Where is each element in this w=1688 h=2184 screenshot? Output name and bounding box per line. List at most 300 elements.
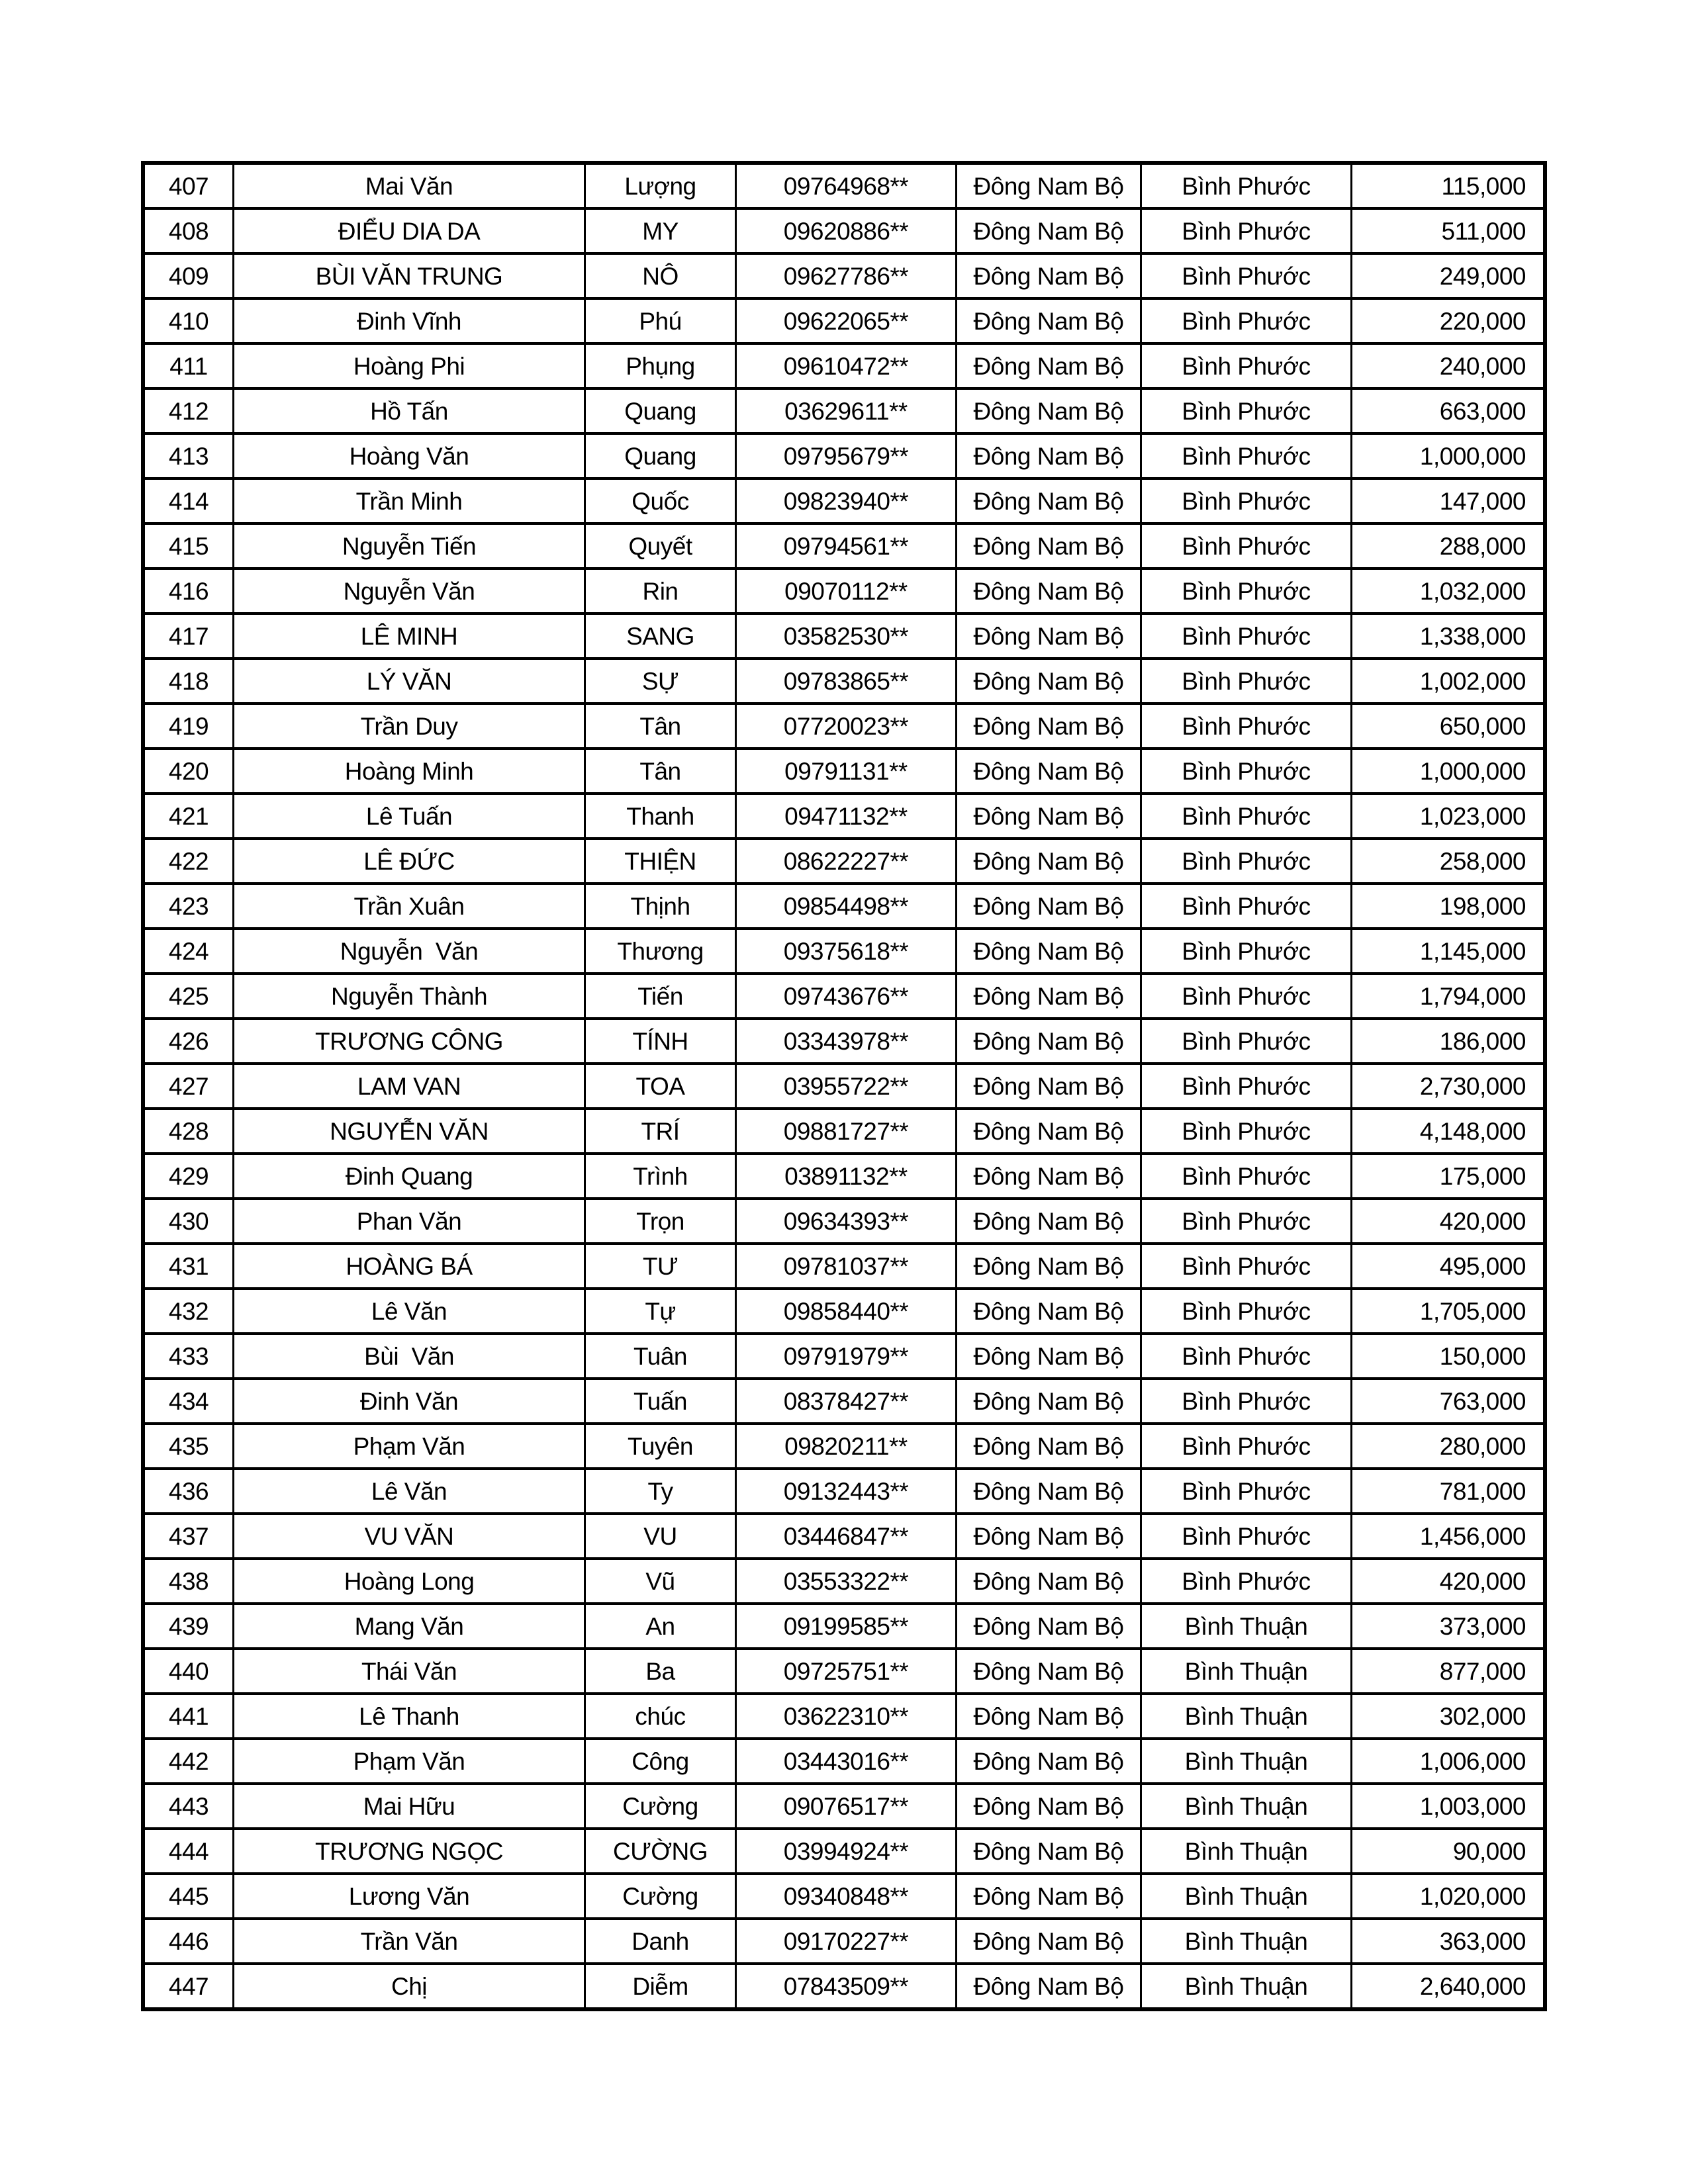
cell-first-middle-name: LÊ ĐỨC — [234, 840, 586, 882]
cell-stt: 415 — [145, 525, 234, 567]
cell-province: Bình Phước — [1142, 210, 1352, 252]
cell-amount: 288,000 — [1439, 532, 1526, 560]
cell-province: Bình Phước — [1142, 1290, 1352, 1332]
cell-province: Bình Phước — [1142, 1470, 1352, 1512]
cell-phone-number: 09199585** — [737, 1605, 957, 1647]
cell-stt: 422 — [145, 840, 234, 882]
cell-given-name: Quyết — [586, 525, 737, 567]
cell-given-name: Diễm — [586, 1965, 737, 2007]
table-row — [145, 435, 1543, 480]
table-row — [145, 705, 1543, 750]
cell-region: Đông Nam Bộ — [957, 930, 1142, 972]
cell-region: Đông Nam Bộ — [957, 885, 1142, 927]
cell-stt: 438 — [145, 1560, 234, 1602]
table-row — [145, 1515, 1543, 1560]
cell-region: Đông Nam Bộ — [957, 1200, 1142, 1242]
cell-phone-number: 09375618** — [737, 930, 957, 972]
table-row — [145, 1335, 1543, 1380]
table-row — [145, 885, 1543, 930]
cell-phone-number: 09791979** — [737, 1335, 957, 1377]
cell-stt: 409 — [145, 255, 234, 297]
cell-region: Đông Nam Bộ — [957, 390, 1142, 432]
cell-phone-number: 09725751** — [737, 1650, 957, 1692]
cell-amount: 1,338,000 — [1419, 622, 1526, 650]
cell-given-name: Lượng — [586, 165, 737, 207]
cell-amount: 302,000 — [1439, 1702, 1526, 1730]
cell-given-name: Công — [586, 1740, 737, 1782]
cell-first-middle-name: Đinh Văn — [234, 1380, 586, 1422]
cell-stt: 435 — [145, 1425, 234, 1467]
table-row — [145, 345, 1543, 390]
cell-amount: 240,000 — [1439, 352, 1526, 380]
table-row — [145, 300, 1543, 345]
cell-first-middle-name: Hoàng Văn — [234, 435, 586, 477]
cell-given-name: Cường — [586, 1785, 737, 1827]
cell-phone-number: 09783865** — [737, 660, 957, 702]
cell-province: Bình Phước — [1142, 1515, 1352, 1557]
cell-stt: 437 — [145, 1515, 234, 1557]
cell-given-name: TƯ — [586, 1245, 737, 1287]
cell-region: Đông Nam Bộ — [957, 615, 1142, 657]
cell-given-name: CƯỜNG — [586, 1830, 737, 1872]
cell-phone-number: 09627786** — [737, 255, 957, 297]
cell-phone-number: 09791131** — [737, 750, 957, 792]
cell-given-name: Thịnh — [586, 885, 737, 927]
cell-given-name: Vũ — [586, 1560, 737, 1602]
cell-province: Bình Phước — [1142, 1425, 1352, 1467]
cell-region: Đông Nam Bộ — [957, 570, 1142, 612]
cell-phone-number: 09881727** — [737, 1110, 957, 1152]
cell-region: Đông Nam Bộ — [957, 435, 1142, 477]
cell-first-middle-name: Hoàng Phi — [234, 345, 586, 387]
cell-province: Bình Thuận — [1142, 1785, 1352, 1827]
table-row — [145, 1200, 1543, 1245]
cell-amount: 363,000 — [1439, 1927, 1526, 1955]
cell-first-middle-name: Lê Tuấn — [234, 795, 586, 837]
cell-region: Đông Nam Bộ — [957, 300, 1142, 342]
cell-region: Đông Nam Bộ — [957, 1245, 1142, 1287]
cell-stt: 432 — [145, 1290, 234, 1332]
cell-region: Đông Nam Bộ — [957, 1110, 1142, 1152]
cell-first-middle-name: Nguyễn Văn — [234, 570, 586, 612]
cell-region: Đông Nam Bộ — [957, 1605, 1142, 1647]
cell-stt: 433 — [145, 1335, 234, 1377]
cell-amount: 249,000 — [1439, 262, 1526, 290]
cell-region: Đông Nam Bộ — [957, 480, 1142, 522]
cell-amount: 781,000 — [1439, 1477, 1526, 1505]
cell-phone-number: 03891132** — [737, 1155, 957, 1197]
cell-stt: 446 — [145, 1920, 234, 1962]
cell-amount: 1,794,000 — [1419, 982, 1526, 1010]
cell-phone-number: 07843509** — [737, 1965, 957, 2007]
cell-region: Đông Nam Bộ — [957, 1830, 1142, 1872]
cell-phone-number: 09854498** — [737, 885, 957, 927]
cell-phone-number: 09743676** — [737, 975, 957, 1017]
table-row — [145, 840, 1543, 885]
cell-given-name: Tuân — [586, 1335, 737, 1377]
cell-stt: 420 — [145, 750, 234, 792]
table-row — [145, 1695, 1543, 1740]
cell-region: Đông Nam Bộ — [957, 345, 1142, 387]
cell-province: Bình Thuận — [1142, 1740, 1352, 1782]
cell-province: Bình Phước — [1142, 1020, 1352, 1062]
cell-province: Bình Thuận — [1142, 1965, 1352, 2007]
table-row — [145, 660, 1543, 705]
cell-amount: 1,456,000 — [1419, 1522, 1526, 1550]
cell-province: Bình Phước — [1142, 1200, 1352, 1242]
table-row — [145, 615, 1543, 660]
cell-province: Bình Phước — [1142, 660, 1352, 702]
cell-given-name: Quốc — [586, 480, 737, 522]
cell-stt: 413 — [145, 435, 234, 477]
cell-first-middle-name: Lê Thanh — [234, 1695, 586, 1737]
cell-province: Bình Thuận — [1142, 1920, 1352, 1962]
cell-amount: 90,000 — [1452, 1837, 1526, 1865]
cell-stt: 424 — [145, 930, 234, 972]
cell-first-middle-name: Hoàng Minh — [234, 750, 586, 792]
cell-amount: 420,000 — [1439, 1567, 1526, 1595]
cell-phone-number: 07720023** — [737, 705, 957, 747]
cell-region: Đông Nam Bộ — [957, 1650, 1142, 1692]
cell-phone-number: 03994924** — [737, 1830, 957, 1872]
cell-region: Đông Nam Bộ — [957, 1785, 1142, 1827]
cell-province: Bình Phước — [1142, 750, 1352, 792]
table-row — [145, 1785, 1543, 1830]
cell-province: Bình Phước — [1142, 930, 1352, 972]
cell-stt: 443 — [145, 1785, 234, 1827]
cell-first-middle-name: Mang Văn — [234, 1605, 586, 1647]
cell-first-middle-name: TRƯƠNG CÔNG — [234, 1020, 586, 1062]
cell-province: Bình Phước — [1142, 1155, 1352, 1197]
table-row — [145, 525, 1543, 570]
cell-given-name: Quang — [586, 435, 737, 477]
cell-province: Bình Phước — [1142, 570, 1352, 612]
table-row — [145, 750, 1543, 795]
cell-given-name: MY — [586, 210, 737, 252]
cell-stt: 410 — [145, 300, 234, 342]
cell-phone-number: 09795679** — [737, 435, 957, 477]
table-row — [145, 570, 1543, 615]
cell-amount: 373,000 — [1439, 1612, 1526, 1640]
cell-phone-number: 09823940** — [737, 480, 957, 522]
cell-province: Bình Phước — [1142, 885, 1352, 927]
cell-stt: 416 — [145, 570, 234, 612]
cell-stt: 447 — [145, 1965, 234, 2007]
cell-stt: 430 — [145, 1200, 234, 1242]
cell-region: Đông Nam Bộ — [957, 750, 1142, 792]
cell-amount: 663,000 — [1439, 397, 1526, 425]
table-row — [145, 1740, 1543, 1785]
cell-phone-number: 09471132** — [737, 795, 957, 837]
cell-given-name: Tự — [586, 1290, 737, 1332]
cell-first-middle-name: Hoàng Long — [234, 1560, 586, 1602]
cell-region: Đông Nam Bộ — [957, 1875, 1142, 1917]
cell-stt: 423 — [145, 885, 234, 927]
cell-stt: 419 — [145, 705, 234, 747]
cell-phone-number: 03622310** — [737, 1695, 957, 1737]
cell-province: Bình Phước — [1142, 480, 1352, 522]
cell-given-name: THIỆN — [586, 840, 737, 882]
cell-region: Đông Nam Bộ — [957, 525, 1142, 567]
cell-given-name: Tuấn — [586, 1380, 737, 1422]
cell-first-middle-name: Nguyễn Tiến — [234, 525, 586, 567]
cell-province: Bình Phước — [1142, 1245, 1352, 1287]
cell-province: Bình Thuận — [1142, 1830, 1352, 1872]
cell-stt: 426 — [145, 1020, 234, 1062]
cell-stt: 408 — [145, 210, 234, 252]
cell-given-name: Ty — [586, 1470, 737, 1512]
cell-stt: 418 — [145, 660, 234, 702]
cell-province: Bình Thuận — [1142, 1650, 1352, 1692]
cell-province: Bình Phước — [1142, 525, 1352, 567]
cell-first-middle-name: Nguyễn Thành — [234, 975, 586, 1017]
cell-province: Bình Thuận — [1142, 1875, 1352, 1917]
cell-region: Đông Nam Bộ — [957, 1515, 1142, 1557]
table-row — [145, 1920, 1543, 1965]
cell-first-middle-name: Bùi Văn — [234, 1335, 586, 1377]
cell-stt: 436 — [145, 1470, 234, 1512]
cell-amount: 280,000 — [1439, 1432, 1526, 1460]
cell-first-middle-name: HOÀNG BÁ — [234, 1245, 586, 1287]
cell-amount: 1,705,000 — [1419, 1297, 1526, 1325]
cell-first-middle-name: LÊ MINH — [234, 615, 586, 657]
cell-province: Bình Phước — [1142, 840, 1352, 882]
cell-stt: 412 — [145, 390, 234, 432]
cell-amount: 1,003,000 — [1419, 1792, 1526, 1820]
cell-first-middle-name: Phạm Văn — [234, 1740, 586, 1782]
cell-phone-number: 03955722** — [737, 1065, 957, 1107]
cell-amount: 1,020,000 — [1419, 1882, 1526, 1910]
cell-phone-number: 09070112** — [737, 570, 957, 612]
cell-amount: 1,023,000 — [1419, 802, 1526, 830]
cell-first-middle-name: LÝ VĂN — [234, 660, 586, 702]
cell-given-name: Phú — [586, 300, 737, 342]
cell-first-middle-name: Lê Văn — [234, 1290, 586, 1332]
cell-given-name: Thanh — [586, 795, 737, 837]
cell-given-name: Danh — [586, 1920, 737, 1962]
cell-given-name: chúc — [586, 1695, 737, 1737]
cell-first-middle-name: Nguyễn Văn — [234, 930, 586, 972]
table-row — [145, 1290, 1543, 1335]
table-row — [145, 1470, 1543, 1515]
cell-amount: 258,000 — [1439, 847, 1526, 875]
cell-given-name: Quang — [586, 390, 737, 432]
cell-region: Đông Nam Bộ — [957, 1065, 1142, 1107]
cell-region: Đông Nam Bộ — [957, 795, 1142, 837]
cell-stt: 427 — [145, 1065, 234, 1107]
cell-province: Bình Phước — [1142, 1560, 1352, 1602]
cell-first-middle-name: Đinh Quang — [234, 1155, 586, 1197]
cell-amount: 220,000 — [1439, 307, 1526, 335]
cell-province: Bình Phước — [1142, 1065, 1352, 1107]
table-row — [145, 165, 1543, 210]
cell-first-middle-name: Trần Xuân — [234, 885, 586, 927]
cell-first-middle-name: LAM VAN — [234, 1065, 586, 1107]
table-row — [145, 390, 1543, 435]
cell-province: Bình Phước — [1142, 435, 1352, 477]
cell-amount: 150,000 — [1439, 1342, 1526, 1370]
cell-given-name: SANG — [586, 615, 737, 657]
cell-province: Bình Phước — [1142, 300, 1352, 342]
cell-province: Bình Phước — [1142, 1335, 1352, 1377]
cell-phone-number: 03443016** — [737, 1740, 957, 1782]
cell-region: Đông Nam Bộ — [957, 1425, 1142, 1467]
cell-first-middle-name: BÙI VĂN TRUNG — [234, 255, 586, 297]
table-row — [145, 1560, 1543, 1605]
cell-phone-number: 09132443** — [737, 1470, 957, 1512]
cell-first-middle-name: NGUYỄN VĂN — [234, 1110, 586, 1152]
cell-given-name: Trình — [586, 1155, 737, 1197]
cell-first-middle-name: Mai Hữu — [234, 1785, 586, 1827]
cell-amount: 1,006,000 — [1419, 1747, 1526, 1775]
cell-province: Bình Phước — [1142, 1380, 1352, 1422]
table-row — [145, 1650, 1543, 1695]
table-row — [145, 1020, 1543, 1065]
cell-stt: 425 — [145, 975, 234, 1017]
cell-phone-number: 09620886** — [737, 210, 957, 252]
cell-region: Đông Nam Bộ — [957, 1155, 1142, 1197]
cell-region: Đông Nam Bộ — [957, 1290, 1142, 1332]
cell-region: Đông Nam Bộ — [957, 1740, 1142, 1782]
cell-phone-number: 09858440** — [737, 1290, 957, 1332]
cell-amount: 115,000 — [1441, 172, 1526, 200]
cell-amount: 511,000 — [1441, 217, 1526, 245]
cell-phone-number: 09340848** — [737, 1875, 957, 1917]
cell-stt: 429 — [145, 1155, 234, 1197]
cell-stt: 439 — [145, 1605, 234, 1647]
cell-given-name: Cường — [586, 1875, 737, 1917]
cell-province: Bình Phước — [1142, 705, 1352, 747]
cell-stt: 428 — [145, 1110, 234, 1152]
cell-amount: 2,640,000 — [1419, 1972, 1526, 2000]
cell-province: Bình Phước — [1142, 1110, 1352, 1152]
cell-amount: 495,000 — [1439, 1252, 1526, 1280]
cell-first-middle-name: TRƯƠNG NGỌC — [234, 1830, 586, 1872]
table-row — [145, 1875, 1543, 1920]
cell-stt: 444 — [145, 1830, 234, 1872]
cell-region: Đông Nam Bộ — [957, 1920, 1142, 1962]
cell-phone-number: 08378427** — [737, 1380, 957, 1422]
table-row — [145, 795, 1543, 840]
cell-first-middle-name: Chị — [234, 1965, 586, 2007]
table-row — [145, 930, 1543, 975]
cell-phone-number: 03582530** — [737, 615, 957, 657]
cell-stt: 411 — [145, 345, 234, 387]
cell-amount: 186,000 — [1439, 1027, 1526, 1055]
cell-given-name: NÔ — [586, 255, 737, 297]
table-row — [145, 480, 1543, 525]
cell-region: Đông Nam Bộ — [957, 1560, 1142, 1602]
cell-phone-number: 09622065** — [737, 300, 957, 342]
cell-region: Đông Nam Bộ — [957, 255, 1142, 297]
cell-given-name: TOA — [586, 1065, 737, 1107]
table-row — [145, 975, 1543, 1020]
cell-province: Bình Thuận — [1142, 1695, 1352, 1737]
table-row — [145, 255, 1543, 300]
cell-given-name: Trọn — [586, 1200, 737, 1242]
cell-amount: 1,002,000 — [1419, 667, 1526, 695]
cell-amount: 1,000,000 — [1419, 442, 1526, 470]
table-row — [145, 1155, 1543, 1200]
table-row — [145, 1065, 1543, 1110]
cell-amount: 763,000 — [1439, 1387, 1526, 1415]
cell-given-name: An — [586, 1605, 737, 1647]
cell-amount: 1,032,000 — [1419, 577, 1526, 605]
cell-amount: 420,000 — [1439, 1207, 1526, 1235]
cell-first-middle-name: Trần Văn — [234, 1920, 586, 1962]
cell-province: Bình Phước — [1142, 975, 1352, 1017]
cell-first-middle-name: Lương Văn — [234, 1875, 586, 1917]
beneficiary-table — [141, 161, 1547, 2011]
cell-phone-number: 03553322** — [737, 1560, 957, 1602]
cell-given-name: Phụng — [586, 345, 737, 387]
cell-region: Đông Nam Bộ — [957, 210, 1142, 252]
cell-region: Đông Nam Bộ — [957, 975, 1142, 1017]
cell-province: Bình Phước — [1142, 255, 1352, 297]
cell-phone-number: 09820211** — [737, 1425, 957, 1467]
cell-phone-number: 08622227** — [737, 840, 957, 882]
cell-province: Bình Phước — [1142, 165, 1352, 207]
table-row — [145, 210, 1543, 255]
table-row — [145, 1245, 1543, 1290]
cell-phone-number: 09634393** — [737, 1200, 957, 1242]
cell-amount: 877,000 — [1439, 1657, 1526, 1685]
cell-given-name: VU — [586, 1515, 737, 1557]
cell-amount: 1,145,000 — [1419, 937, 1526, 965]
cell-region: Đông Nam Bộ — [957, 1695, 1142, 1737]
cell-region: Đông Nam Bộ — [957, 1380, 1142, 1422]
cell-given-name: SỰ — [586, 660, 737, 702]
cell-stt: 441 — [145, 1695, 234, 1737]
cell-first-middle-name: Mai Văn — [234, 165, 586, 207]
cell-province: Bình Phước — [1142, 615, 1352, 657]
cell-phone-number: 09170227** — [737, 1920, 957, 1962]
cell-region: Đông Nam Bộ — [957, 1020, 1142, 1062]
cell-region: Đông Nam Bộ — [957, 1335, 1142, 1377]
cell-stt: 407 — [145, 165, 234, 207]
cell-stt: 445 — [145, 1875, 234, 1917]
cell-amount: 650,000 — [1439, 712, 1526, 740]
cell-first-middle-name: Phan Văn — [234, 1200, 586, 1242]
cell-amount: 2,730,000 — [1419, 1072, 1526, 1100]
cell-first-middle-name: ĐIỂU DIA DA — [234, 210, 586, 252]
cell-amount: 1,000,000 — [1419, 757, 1526, 785]
cell-given-name: Tân — [586, 750, 737, 792]
cell-given-name: Thương — [586, 930, 737, 972]
cell-province: Bình Phước — [1142, 345, 1352, 387]
table-row — [145, 1425, 1543, 1470]
cell-region: Đông Nam Bộ — [957, 165, 1142, 207]
cell-first-middle-name: VU VĂN — [234, 1515, 586, 1557]
cell-given-name: TRÍ — [586, 1110, 737, 1152]
cell-phone-number: 09076517** — [737, 1785, 957, 1827]
cell-first-middle-name: Hồ Tấn — [234, 390, 586, 432]
cell-amount: 4,148,000 — [1419, 1117, 1526, 1145]
cell-first-middle-name: Lê Văn — [234, 1470, 586, 1512]
table-row — [145, 1965, 1543, 2007]
cell-phone-number: 09781037** — [737, 1245, 957, 1287]
cell-first-middle-name: Thái Văn — [234, 1650, 586, 1692]
cell-region: Đông Nam Bộ — [957, 1965, 1142, 2007]
cell-given-name: Tuyên — [586, 1425, 737, 1467]
cell-stt: 440 — [145, 1650, 234, 1692]
cell-province: Bình Phước — [1142, 795, 1352, 837]
cell-stt: 431 — [145, 1245, 234, 1287]
table-row — [145, 1830, 1543, 1875]
cell-region: Đông Nam Bộ — [957, 705, 1142, 747]
cell-region: Đông Nam Bộ — [957, 840, 1142, 882]
cell-first-middle-name: Trần Minh — [234, 480, 586, 522]
